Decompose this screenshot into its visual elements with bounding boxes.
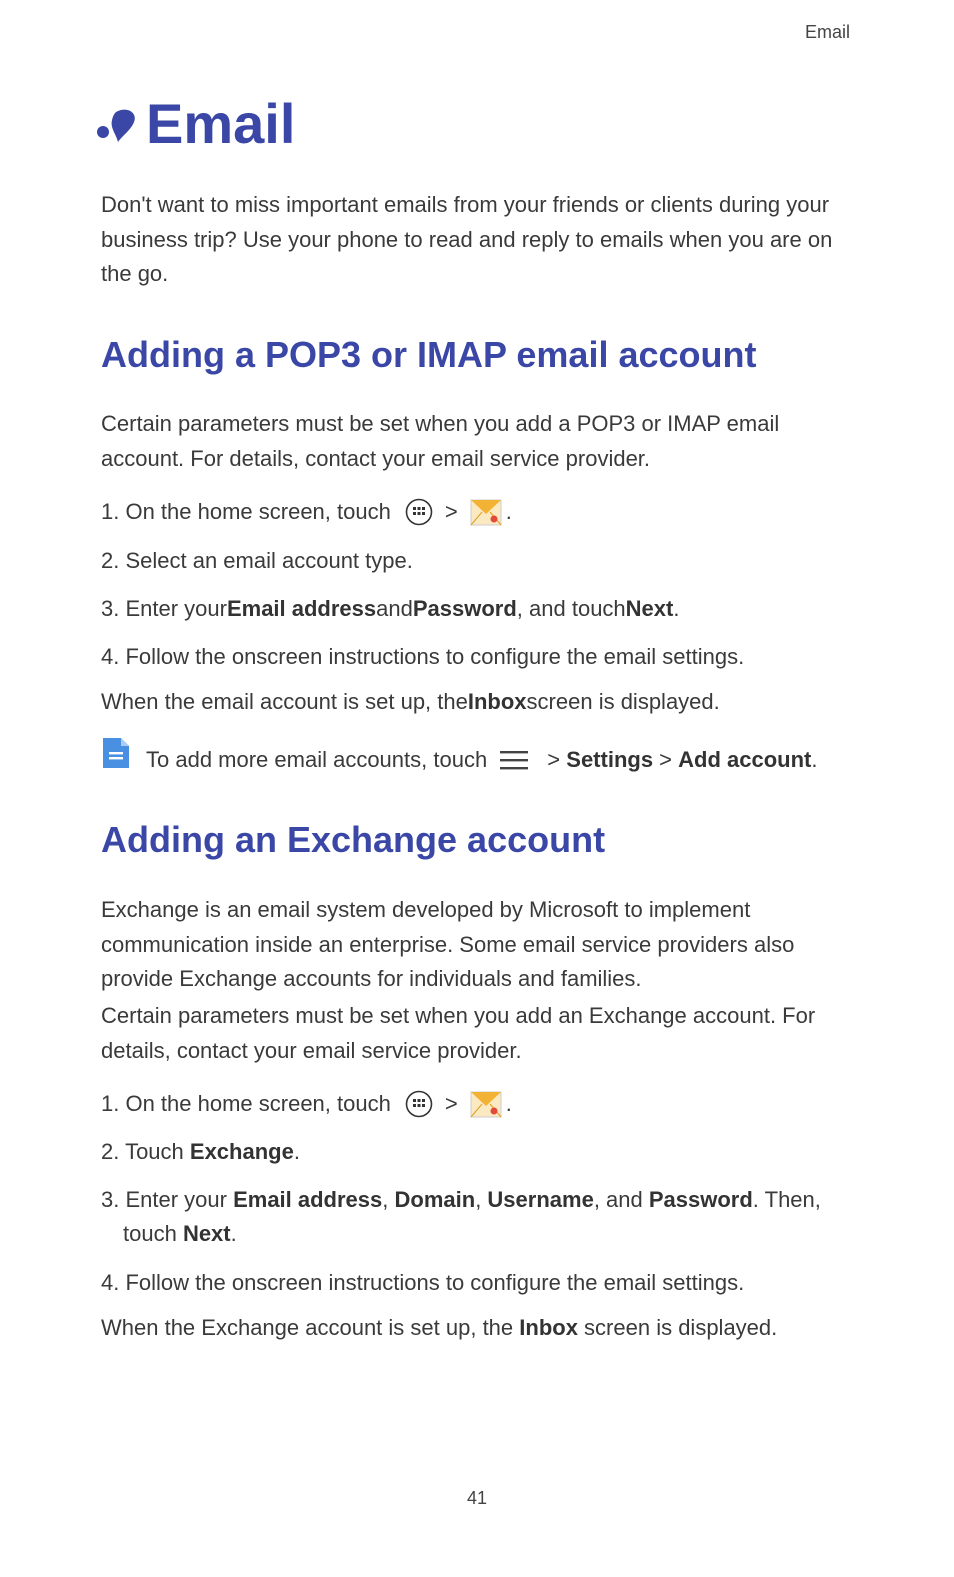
result-text: screen is displayed. bbox=[526, 689, 720, 714]
section2-result bbox=[101, 1311, 777, 1345]
section1-paragraph: Certain parameters must be set when you add a POP3 or IMAP email account. For details, contact your email service provider. bbox=[101, 411, 780, 471]
section2-paragraph-1: Exchange is an email system developed by Microsoft to implement communication inside an enterprise. Some email service providers also provide Exchange accounts for individuals and families. bbox=[101, 897, 795, 991]
email-app-icon[interactable] bbox=[470, 497, 502, 527]
step-end: . bbox=[505, 499, 512, 524]
step-text: 2. Select an email account type. bbox=[101, 548, 413, 573]
section2-step-1 bbox=[101, 1087, 512, 1121]
separator: > bbox=[444, 1091, 458, 1116]
email-logo-icon bbox=[94, 102, 138, 146]
note-text-part: To add more email accounts, touch bbox=[146, 747, 488, 772]
result-emphasis: Inbox bbox=[467, 689, 527, 714]
step-text: , and touch bbox=[516, 596, 626, 621]
section-heading-pop3-imap: Adding a POP3 or IMAP email account bbox=[101, 334, 757, 375]
step-text: , bbox=[475, 1187, 488, 1212]
running-header: Email bbox=[804, 22, 850, 42]
section1-step-4 bbox=[101, 640, 744, 674]
step-text: 2. Touch bbox=[101, 1139, 190, 1164]
result-text: When the email account is set up, the bbox=[101, 689, 468, 714]
section2-step-3 bbox=[101, 1183, 821, 1217]
step-text: , bbox=[382, 1187, 395, 1212]
menu-icon[interactable] bbox=[499, 749, 529, 771]
note-text-part: > bbox=[541, 747, 567, 772]
step-text: 4. Follow the onscreen instructions to configure the email settings. bbox=[101, 1270, 745, 1295]
section1-step-2 bbox=[101, 544, 413, 578]
step-text: 1. On the home screen, touch bbox=[101, 499, 391, 524]
note-text-part: > bbox=[653, 747, 679, 772]
section1-step-3 bbox=[101, 592, 679, 626]
intro-paragraph: Don't want to miss important emails from your friends or clients during your business trip? Use your phone to read and reply to emails when you are on the go. bbox=[101, 192, 833, 286]
result-text: screen is displayed. bbox=[577, 1315, 778, 1340]
section1-step-1 bbox=[101, 495, 512, 529]
step-emphasis: Username bbox=[487, 1187, 594, 1212]
step-emphasis: Email address bbox=[226, 596, 377, 621]
section2-step-4 bbox=[101, 1266, 744, 1300]
step-text: . bbox=[673, 596, 680, 621]
step-text: , and bbox=[593, 1187, 649, 1212]
section2-step-3-continued bbox=[123, 1217, 237, 1251]
step-text: . bbox=[293, 1139, 300, 1164]
result-text: When the Exchange account is set up, the bbox=[101, 1315, 520, 1340]
step-emphasis: Password bbox=[412, 596, 517, 621]
apps-grid-icon[interactable] bbox=[405, 1090, 433, 1118]
step-text: 1. On the home screen, touch bbox=[101, 1091, 391, 1116]
step-text: 4. Follow the onscreen instructions to configure the email settings. bbox=[101, 644, 745, 669]
step-emphasis: Email address bbox=[233, 1187, 383, 1212]
step-emphasis: Exchange bbox=[189, 1139, 294, 1164]
step-text: 3. Enter your bbox=[101, 596, 227, 621]
step-text: and bbox=[376, 596, 413, 621]
note-text bbox=[146, 743, 818, 777]
step-text: touch bbox=[123, 1221, 183, 1246]
apps-grid-icon[interactable] bbox=[405, 498, 433, 526]
section1-result bbox=[101, 685, 720, 719]
step-text: . bbox=[230, 1221, 237, 1246]
step-text: . Then, bbox=[752, 1187, 821, 1212]
section-heading-exchange: Adding an Exchange account bbox=[101, 819, 606, 860]
separator: > bbox=[444, 499, 458, 524]
result-emphasis: Inbox bbox=[519, 1315, 578, 1340]
email-app-icon[interactable] bbox=[470, 1089, 502, 1119]
section2-paragraph-2: Certain parameters must be set when you add an Exchange account. For details, contact your email service provider. bbox=[101, 1003, 816, 1063]
page-title: Email bbox=[146, 92, 296, 155]
section2-step-2 bbox=[101, 1135, 300, 1169]
note-emphasis: Settings bbox=[566, 747, 654, 772]
step-text: 3. Enter your bbox=[101, 1187, 234, 1212]
note-icon bbox=[101, 736, 131, 770]
step-end: . bbox=[505, 1091, 512, 1116]
title-block bbox=[94, 92, 295, 156]
note-emphasis: Add account bbox=[678, 747, 812, 772]
step-emphasis: Password bbox=[648, 1187, 753, 1212]
note-text-part: . bbox=[811, 747, 818, 772]
step-emphasis: Next bbox=[182, 1221, 231, 1246]
step-emphasis: Next bbox=[625, 596, 674, 621]
step-emphasis: Domain bbox=[394, 1187, 476, 1212]
page-number: 41 bbox=[466, 1488, 488, 1508]
